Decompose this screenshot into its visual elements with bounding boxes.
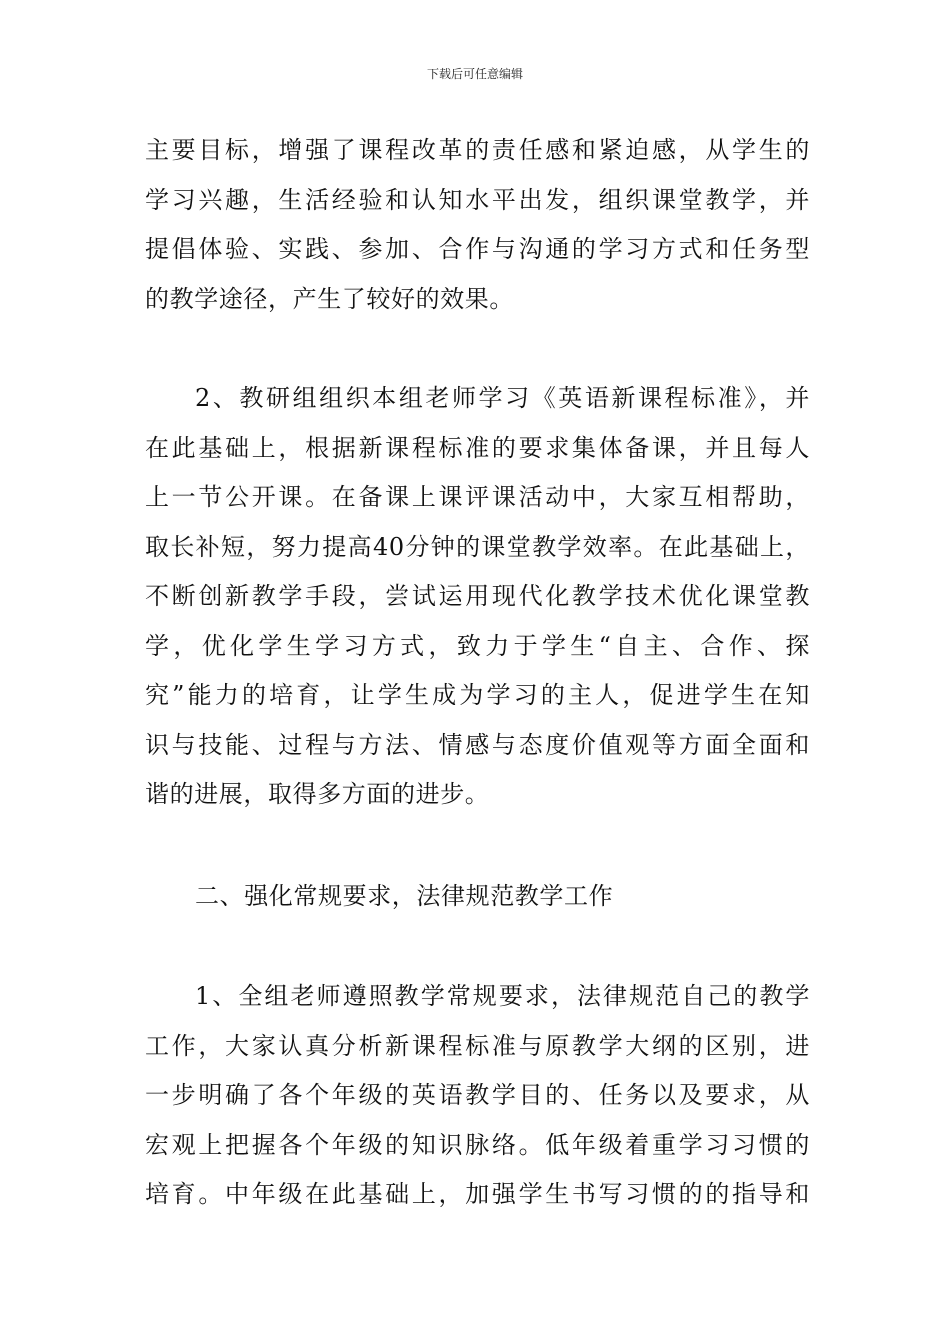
text-line: 学，优化学生学习方式，致力于学生“自主、合作、探 (145, 631, 810, 660)
text-line: 究”能力的培育，让学生成为学习的主人，促进学生在知 (145, 681, 810, 709)
text-line: 识与技能、过程与方法、情感与态度价值观等方面全面和 (145, 730, 810, 759)
text-line: 培育。中年级在此基础上，加强学生书写习惯的的指导和 (145, 1180, 810, 1208)
paragraph-item-1 (145, 972, 810, 1220)
text-line: 1、全组老师遵照教学常规要求，法律规范自己的教学 (195, 982, 810, 1010)
text-line: 2、教研组组织本组老师学习《英语新课程标准》，并 (195, 384, 810, 412)
page-header: 下载后可任意编辑 (426, 67, 523, 81)
text-line: 的教学途径，产生了较好的效果。 (145, 284, 514, 313)
text-line: 学习兴趣，生活经验和认知水平出发，组织课堂教学，并 (145, 185, 810, 214)
text-line: 宏观上把握各个年级的知识脉络。低年级着重学习习惯的 (145, 1130, 810, 1159)
text-line: 主要目标，增强了课程改革的责任感和紧迫感，从学生的 (145, 136, 810, 164)
section-heading (145, 872, 810, 922)
heading-line: 二、强化常规要求，法律规范教学工作 (195, 882, 614, 910)
paragraph-goals (145, 126, 810, 324)
text-line: 谐的进展，取得多方面的进步。 (145, 780, 490, 808)
text-line: 不断创新教学手段，尝试运用现代化教学技术优化课堂教 (145, 582, 810, 610)
paragraph-item-2 (145, 374, 810, 820)
text-line: 上一节公开课。在备课上课评课活动中，大家互相帮助， (145, 483, 810, 511)
text-line: 取长补短，努力提高40分钟的课堂教学效率。在此基础上， (145, 532, 810, 561)
text-line: 在此基础上，根据新课程标准的要求集体备课，并且每人 (145, 433, 810, 462)
text-line: 工作，大家认真分析新课程标准与原教学大纲的区别，进 (145, 1031, 810, 1060)
text-line: 一步明确了各个年级的英语教学目的、任务以及要求，从 (145, 1081, 810, 1109)
text-line: 提倡体验、实践、参加、合作与沟通的学习方式和任务型 (145, 235, 810, 263)
